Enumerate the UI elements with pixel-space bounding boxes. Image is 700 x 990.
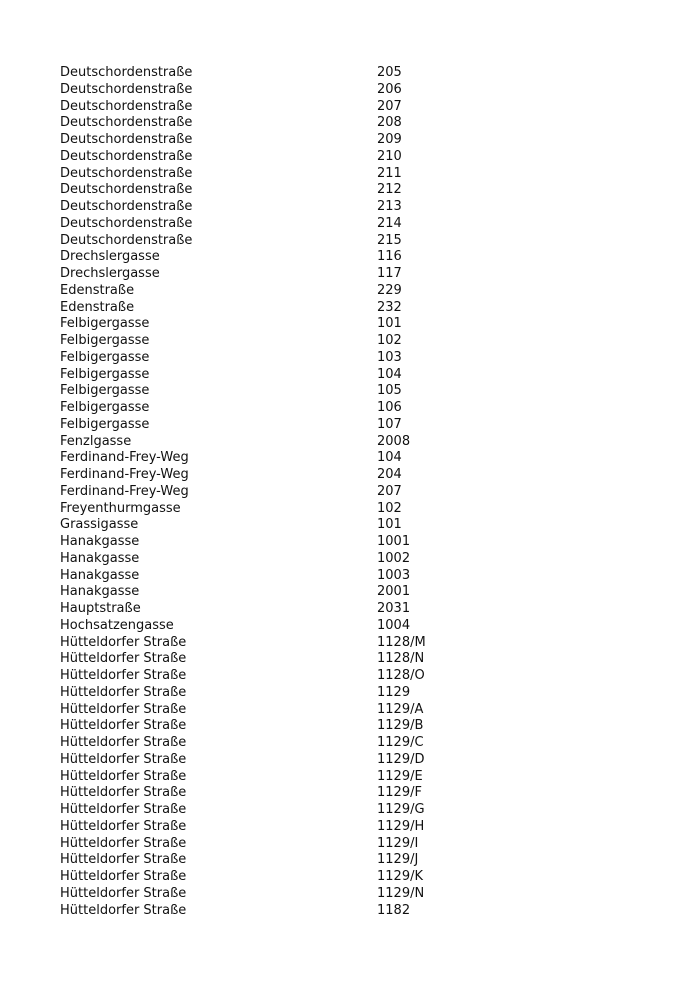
street-name: Hütteldorfer Straße xyxy=(60,835,187,851)
house-number: 213 xyxy=(377,199,402,214)
list-row xyxy=(60,367,660,384)
list-row xyxy=(60,316,660,333)
street-name: Hanakgasse xyxy=(60,584,140,600)
house-number: 101 xyxy=(377,316,402,332)
list-row xyxy=(60,467,660,484)
street-name: Hütteldorfer Straße xyxy=(60,768,187,784)
list-row xyxy=(60,668,660,685)
street-name: Hauptstraße xyxy=(60,601,141,616)
list-row xyxy=(60,149,660,166)
street-name: Hanakgasse xyxy=(60,550,140,566)
house-number: 1129/D xyxy=(377,751,425,767)
list-row xyxy=(60,551,660,568)
street-name: Drechslergasse xyxy=(60,249,160,265)
house-number: 104 xyxy=(377,450,402,466)
street-name: Hütteldorfer Straße xyxy=(60,651,187,667)
house-number: 1129/I xyxy=(377,835,419,851)
house-number: 102 xyxy=(377,500,402,516)
street-name: Felbigergasse xyxy=(60,316,150,332)
house-number: 1129/E xyxy=(377,768,423,784)
street-number-list xyxy=(60,65,660,919)
street-name: Felbigergasse xyxy=(60,366,150,382)
list-row xyxy=(60,233,660,250)
street-name: Felbigergasse xyxy=(60,349,150,365)
list-row xyxy=(60,802,660,819)
house-number: 106 xyxy=(377,400,402,415)
list-row xyxy=(60,166,660,183)
house-number: 1128/O xyxy=(377,668,425,683)
list-row xyxy=(60,266,660,283)
house-number: 2031 xyxy=(377,601,411,616)
house-number: 1128/N xyxy=(377,651,425,667)
list-row xyxy=(60,685,660,702)
house-number: 1004 xyxy=(377,617,411,633)
street-name: Hütteldorfer Straße xyxy=(60,701,187,717)
house-number: 215 xyxy=(377,232,402,248)
house-number: 232 xyxy=(377,299,402,315)
street-name: Hütteldorfer Straße xyxy=(60,785,187,801)
list-row xyxy=(60,702,660,719)
house-number: 101 xyxy=(377,517,402,533)
street-name: Hütteldorfer Straße xyxy=(60,802,187,817)
house-number: 204 xyxy=(377,467,402,482)
house-number: 210 xyxy=(377,148,402,164)
list-row xyxy=(60,199,660,216)
list-row xyxy=(60,115,660,132)
list-row xyxy=(60,501,660,518)
list-row xyxy=(60,886,660,903)
house-number: 214 xyxy=(377,215,402,231)
list-row xyxy=(60,216,660,233)
list-row xyxy=(60,819,660,836)
street-name: Deutschordenstraße xyxy=(60,199,193,214)
house-number: 103 xyxy=(377,349,402,365)
house-number: 229 xyxy=(377,282,402,298)
house-number: 1002 xyxy=(377,550,411,566)
list-row xyxy=(60,618,660,635)
street-name: Edenstraße xyxy=(60,282,135,298)
list-row xyxy=(60,300,660,317)
street-name: Deutschordenstraße xyxy=(60,215,193,231)
list-row xyxy=(60,852,660,869)
street-name: Deutschordenstraße xyxy=(60,132,193,147)
house-number: 1128/M xyxy=(377,634,426,650)
street-name: Hütteldorfer Straße xyxy=(60,852,187,868)
house-number: 206 xyxy=(377,81,402,97)
house-number: 1129/F xyxy=(377,785,422,801)
house-number: 205 xyxy=(377,65,402,80)
house-number: 207 xyxy=(377,483,402,499)
list-row xyxy=(60,434,660,451)
street-name: Hütteldorfer Straße xyxy=(60,751,187,767)
street-name: Fenzlgasse xyxy=(60,433,132,449)
list-row xyxy=(60,601,660,618)
street-name: Hochsatzengasse xyxy=(60,617,174,633)
street-name: Edenstraße xyxy=(60,299,135,315)
street-name: Felbigergasse xyxy=(60,400,150,415)
street-name: Hütteldorfer Straße xyxy=(60,735,187,750)
house-number: 2008 xyxy=(377,433,411,449)
house-number: 209 xyxy=(377,132,402,147)
list-row xyxy=(60,635,660,652)
street-name: Deutschordenstraße xyxy=(60,98,193,114)
list-row xyxy=(60,484,660,501)
house-number: 1129/G xyxy=(377,802,425,817)
list-row xyxy=(60,99,660,116)
house-number: 1129/B xyxy=(377,718,424,734)
street-name: Deutschordenstraße xyxy=(60,65,193,80)
house-number: 1129 xyxy=(377,684,411,700)
street-name: Deutschordenstraße xyxy=(60,165,193,181)
street-name: Hütteldorfer Straße xyxy=(60,718,187,734)
house-number: 1001 xyxy=(377,534,411,549)
street-name: Felbigergasse xyxy=(60,416,150,432)
list-row xyxy=(60,735,660,752)
street-name: Hütteldorfer Straße xyxy=(60,902,187,918)
list-row xyxy=(60,869,660,886)
street-name: Hütteldorfer Straße xyxy=(60,818,187,834)
street-name: Freyenthurmgasse xyxy=(60,500,181,516)
street-name: Felbigergasse xyxy=(60,333,150,348)
house-number: 102 xyxy=(377,333,402,348)
house-number: 107 xyxy=(377,416,402,432)
street-name: Deutschordenstraße xyxy=(60,182,193,198)
street-name: Ferdinand-Frey-Weg xyxy=(60,467,189,482)
house-number: 1182 xyxy=(377,902,411,918)
list-row xyxy=(60,417,660,434)
house-number: 1129/H xyxy=(377,818,425,834)
house-number: 117 xyxy=(377,266,402,281)
list-row xyxy=(60,450,660,467)
house-number: 1129/C xyxy=(377,735,424,750)
house-number: 2001 xyxy=(377,584,411,600)
house-number: 212 xyxy=(377,182,402,198)
list-row xyxy=(60,836,660,853)
list-row xyxy=(60,400,660,417)
street-name: Felbigergasse xyxy=(60,383,150,399)
street-name: Ferdinand-Frey-Weg xyxy=(60,483,189,499)
street-name: Hütteldorfer Straße xyxy=(60,885,187,901)
list-row xyxy=(60,651,660,668)
house-number: 105 xyxy=(377,383,402,399)
house-number: 116 xyxy=(377,249,402,265)
list-row xyxy=(60,182,660,199)
street-name: Deutschordenstraße xyxy=(60,81,193,97)
list-row xyxy=(60,383,660,400)
house-number: 104 xyxy=(377,366,402,382)
list-row xyxy=(60,132,660,149)
list-row xyxy=(60,534,660,551)
street-name: Ferdinand-Frey-Weg xyxy=(60,450,189,466)
house-number: 211 xyxy=(377,165,402,181)
street-name: Grassigasse xyxy=(60,517,139,533)
street-name: Deutschordenstraße xyxy=(60,148,193,164)
house-number: 1129/N xyxy=(377,885,425,901)
list-row xyxy=(60,584,660,601)
street-name: Drechslergasse xyxy=(60,266,160,281)
list-row xyxy=(60,785,660,802)
street-name: Deutschordenstraße xyxy=(60,115,193,131)
street-name: Hanakgasse xyxy=(60,567,140,583)
street-name: Hütteldorfer Straße xyxy=(60,668,187,683)
list-row xyxy=(60,249,660,266)
street-name: Hütteldorfer Straße xyxy=(60,684,187,700)
list-row xyxy=(60,903,660,920)
list-row xyxy=(60,568,660,585)
list-row xyxy=(60,517,660,534)
list-row xyxy=(60,333,660,350)
street-name: Hanakgasse xyxy=(60,534,140,549)
house-number: 1129/K xyxy=(377,869,423,884)
list-row xyxy=(60,752,660,769)
house-number: 1129/A xyxy=(377,701,424,717)
list-row xyxy=(60,718,660,735)
street-name: Deutschordenstraße xyxy=(60,232,193,248)
house-number: 1129/J xyxy=(377,852,419,868)
street-name: Hütteldorfer Straße xyxy=(60,869,187,884)
street-name: Hütteldorfer Straße xyxy=(60,634,187,650)
list-row xyxy=(60,769,660,786)
house-number: 207 xyxy=(377,98,402,114)
list-row xyxy=(60,82,660,99)
list-row xyxy=(60,65,660,82)
list-row xyxy=(60,350,660,367)
list-row xyxy=(60,283,660,300)
house-number: 1003 xyxy=(377,567,411,583)
house-number: 208 xyxy=(377,115,402,131)
